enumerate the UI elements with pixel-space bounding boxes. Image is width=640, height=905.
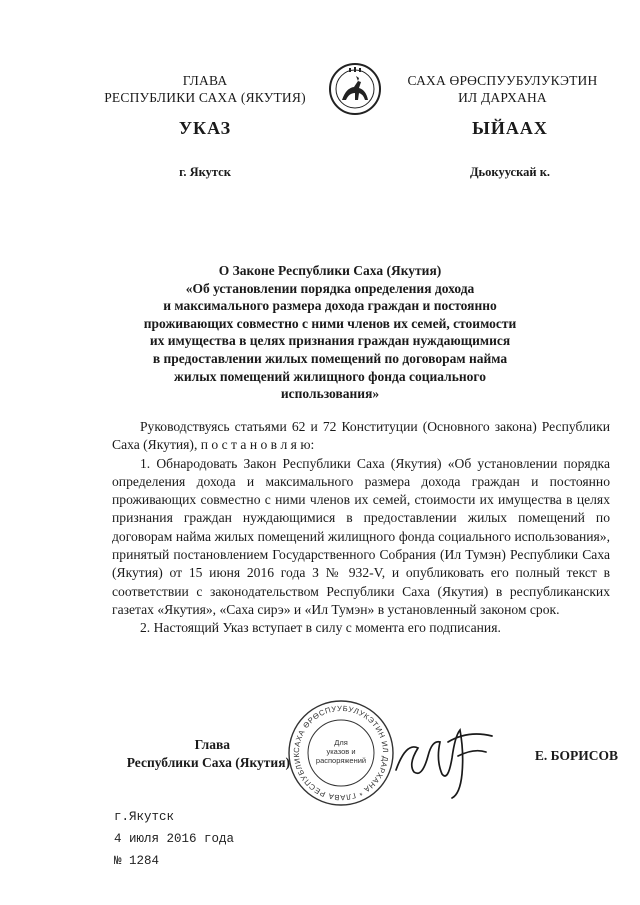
header-right-line1: САХА ӨРӨСПУУБУЛУКЭТИН [407,73,598,88]
city-left: г. Якутск [179,165,231,179]
footer-number: № 1284 [114,854,160,868]
seal-center-line2: указов и [326,747,356,756]
header-right-line2: ИЛ ДАРХАНА [458,90,547,105]
signature-label [60,736,290,772]
header-left-line2: РЕСПУБЛИКИ САХА (ЯКУТИЯ) [104,90,306,105]
title-line: и максимального размера дохода граждан и постоянно [163,298,497,314]
title-line: проживающих совместно с ними членов их семей, стоимости [143,315,517,331]
title-line: использования» [280,386,380,402]
header-right [395,72,610,106]
signatory-name: Е. БОРИСОВ [534,748,618,763]
title-line: их имущества в целях признания граждан нуждающимися [149,333,511,349]
official-seal-icon [286,698,396,808]
doc-type-left: УКАЗ [178,118,232,138]
coat-of-arms-icon [328,62,382,116]
header-left [90,72,320,106]
decree-footer [114,806,334,872]
title-line: в предоставлении жилых помещений по договорам найма [152,350,508,366]
title-line: жилых помещений жилищного фонда социального [174,368,486,384]
preamble-paragraph: Руководствуясь статьями 62 и 72 Конституции (Основного закона) Республики Саха (Якутия), п о с т а н о в л я ю: [112,419,610,453]
decree-title [120,262,540,403]
city-right: Дьокуускай к. [469,165,551,179]
doc-type-right: ЫЙААХ [472,118,548,138]
signature-label-line2: Республики Саха (Якутия) [126,755,290,770]
footer-city: г.Якутск [114,810,175,824]
seal-center-line3: распоряжений [315,756,367,765]
item-2-paragraph: 2. Настоящий Указ вступает в силу с момента его подписания. [140,620,501,636]
handwritten-signature [388,712,498,802]
seal-ring-text: САХА ӨРӨСПУУБУЛУКЭТИН ИЛ ДАРХАНА * ГЛАВА РЕСПУБЛИК [291,703,391,803]
signature-label-line1: Глава [194,737,230,752]
seal-center-line1: Для [334,738,348,747]
footer-date: 4 июля 2016 года [114,832,235,846]
decree-body [112,418,610,638]
title-line: «Об установлении порядка определения дохода [185,280,475,296]
item-1-paragraph: 1. Обнародовать Закон Республики Саха (Якутия) «Об установлении порядка определения дохода и максимального размера дохода граждан и постоянно проживающих совместно с ними членов их семей, стоимости их имущества в целях признания граждан нуждающимися в предоставлении жилых помещений по договорам найма жилых помещений жилищного фонда социального использования», принятый постановлением Государственного Собрания (Ил Тумэн) Республики Саха (Якутия) от 15 июня 2016 года З № 932-V, и опубликовать его полный текст в соответствии с законодательством Республики Саха (Якутия) в республиканских газетах «Якутия», «Саха сирэ» и «Ил Тумэн» в установленный законом срок. [112,455,610,617]
title-line: О Законе Республики Саха (Якутия) [218,263,442,278]
header-left-line1: ГЛАВА [182,73,228,88]
